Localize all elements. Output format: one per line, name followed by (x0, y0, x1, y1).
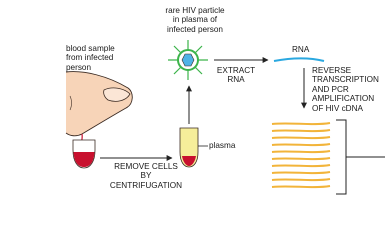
rna-strand (274, 58, 324, 61)
remove-cells-label: REMOVE CELLS BY CENTRIFUGATION (109, 162, 183, 190)
cdna-strands (272, 123, 330, 187)
hiv-particle-label: rare HIV particle in plasma of infected person (165, 6, 225, 34)
extract-rna-label: EXTRACT RNA (216, 66, 256, 85)
blood-tube-icon (73, 140, 95, 168)
rna-label: RNA (292, 45, 310, 54)
plasma-label: plasma (209, 141, 236, 150)
cdna-bracket (336, 120, 346, 194)
finger-drawing (66, 72, 132, 136)
reverse-transcription-label: REVERSE TRANSCRIPTION AND PCR AMPLIFICATION OF HIV cDNA (312, 66, 379, 113)
blood-sample-label: blood sample from infected person (66, 44, 115, 72)
hiv-virus-icon (168, 40, 208, 80)
